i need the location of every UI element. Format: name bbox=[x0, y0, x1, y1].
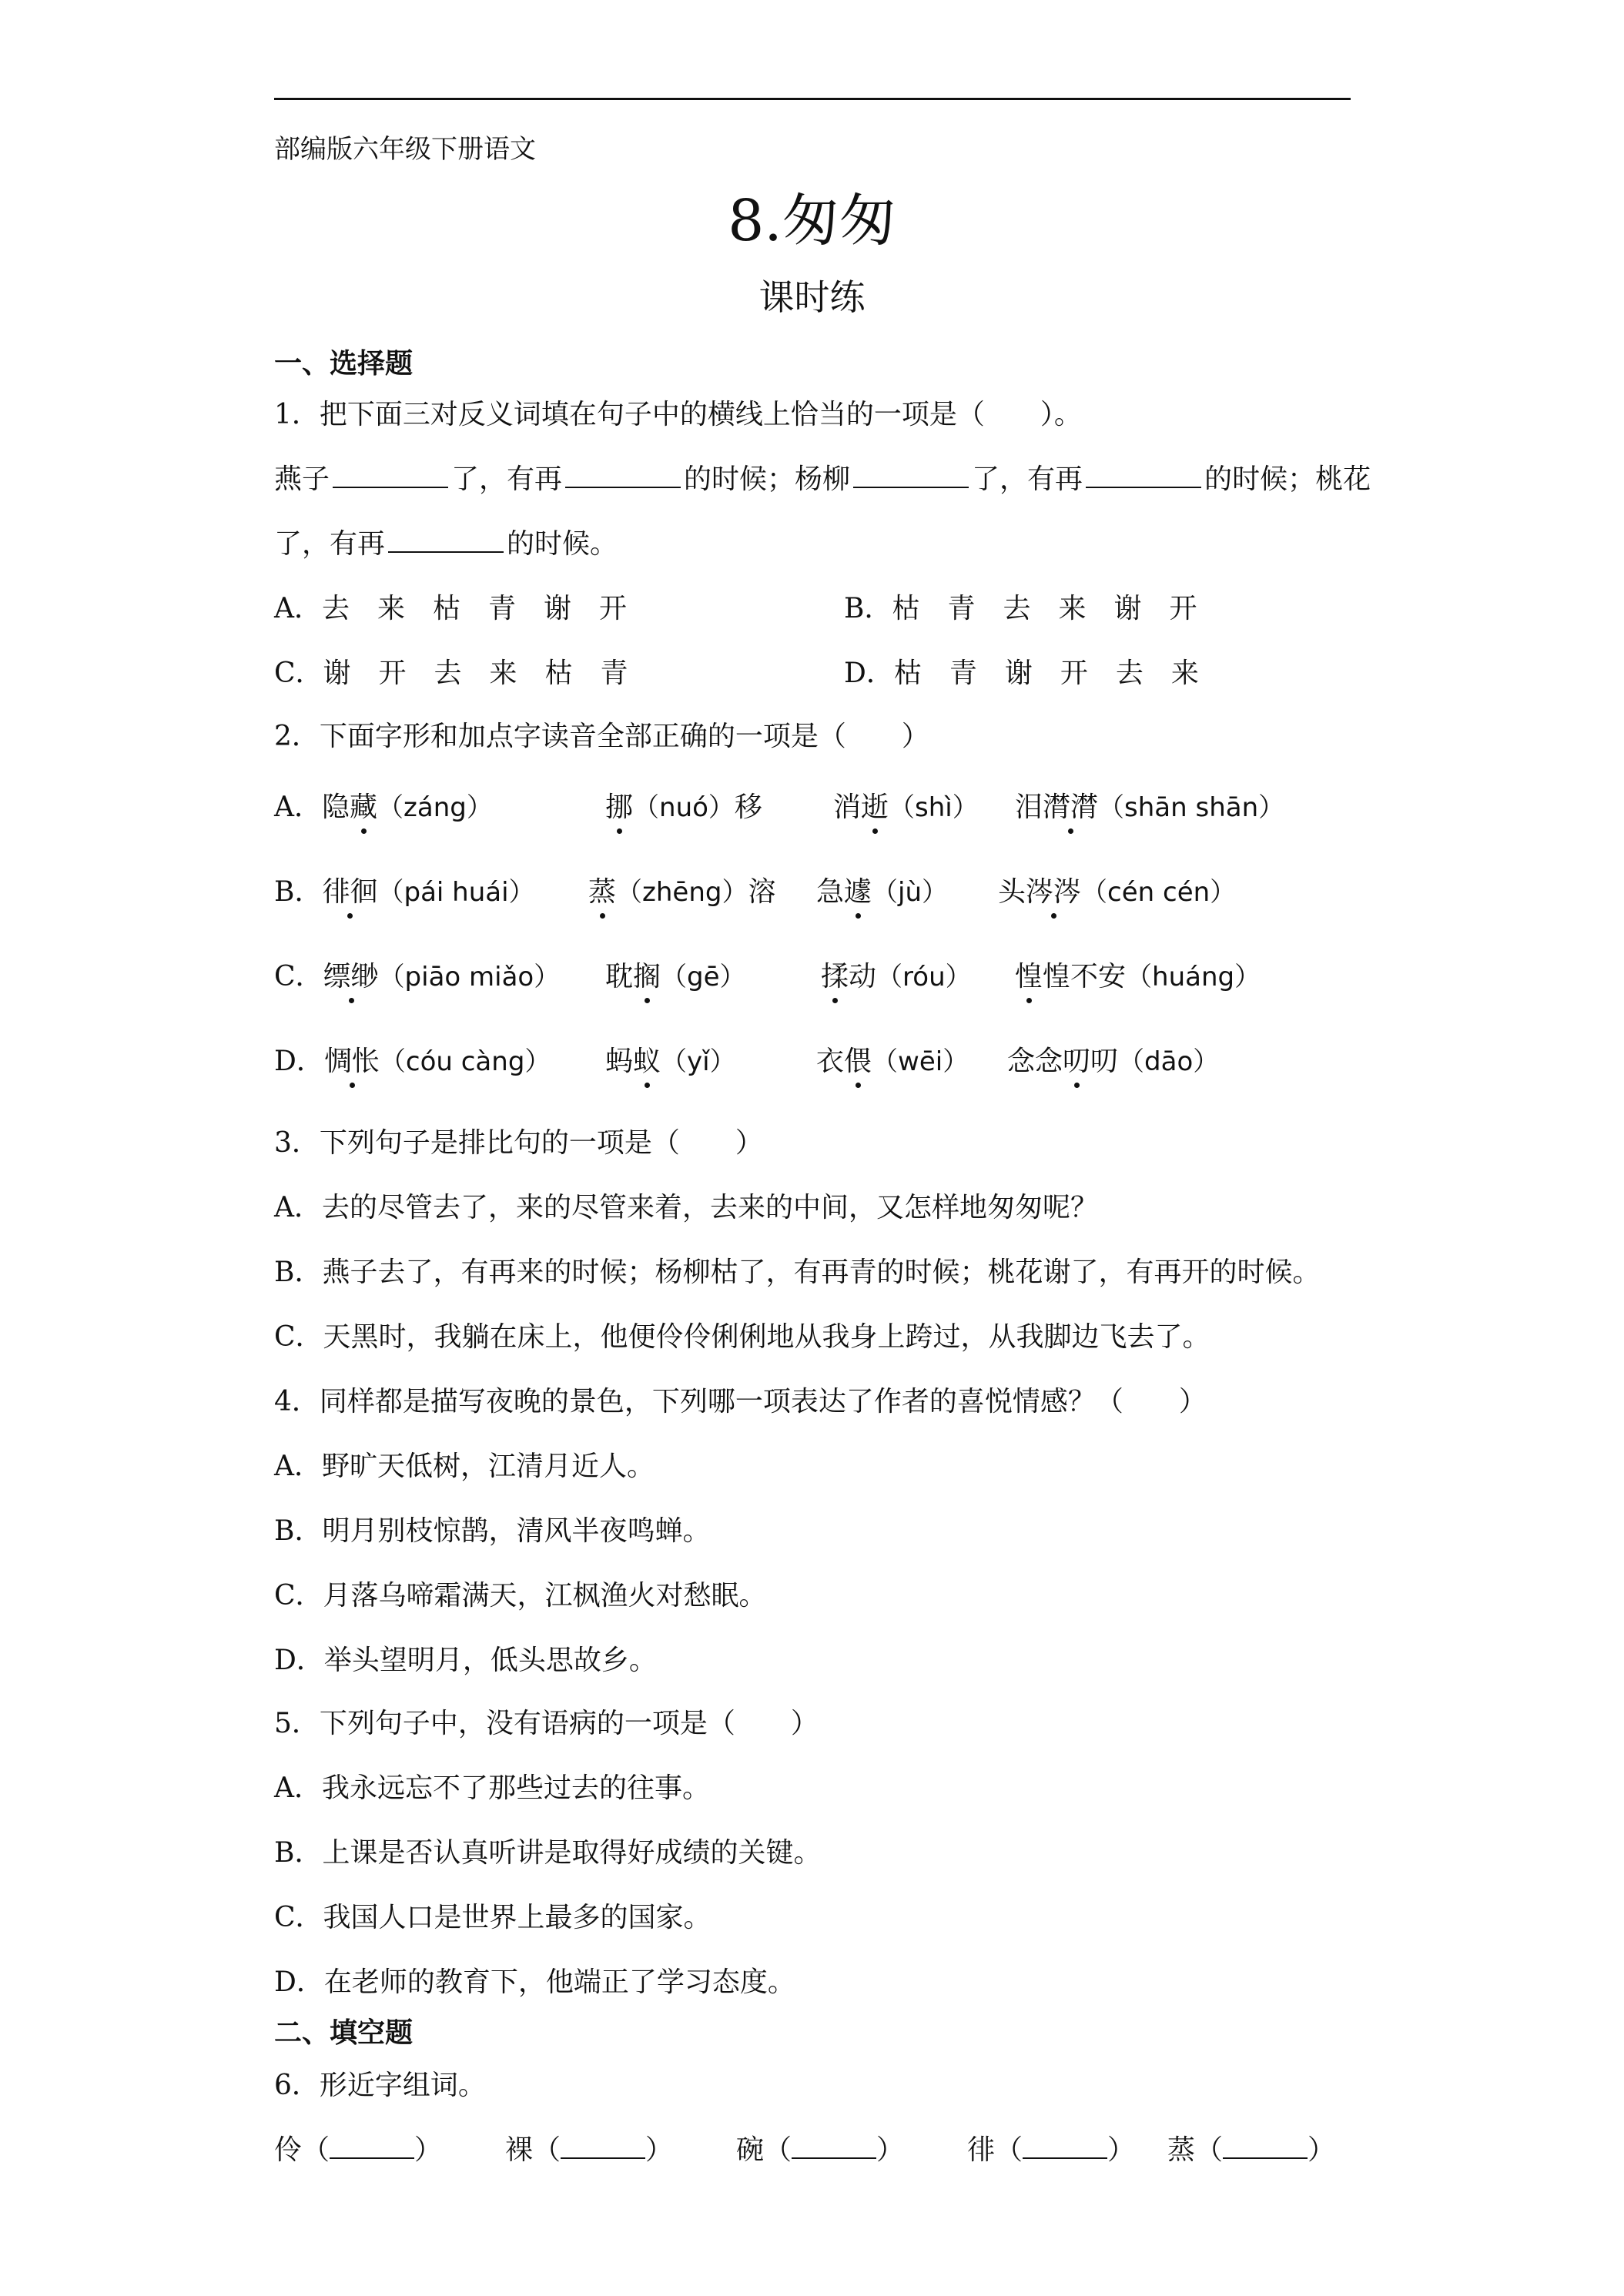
section-fill-title: 二、填空题 bbox=[274, 2017, 414, 2049]
pinyin: （zhēng） bbox=[616, 877, 748, 908]
q6-close-paren: ） bbox=[414, 2134, 443, 2166]
q1-text-4: 了，有再 bbox=[972, 464, 1083, 495]
word-char: 动 bbox=[849, 961, 877, 992]
q4-option-b: B．明月别枝惊鹊，清风半夜鸣蝉。 bbox=[274, 1515, 711, 1547]
dotted-char: 徘徊 bbox=[322, 870, 377, 909]
q2-option-c bbox=[274, 955, 560, 994]
q1-text-2: 了，有再 bbox=[451, 464, 563, 495]
q6-item bbox=[505, 2128, 673, 2167]
q1-blank bbox=[1086, 464, 1201, 488]
q6-close-paren: ） bbox=[645, 2134, 674, 2166]
q6-char: 伶 bbox=[274, 2134, 303, 2166]
q6-item bbox=[274, 2128, 442, 2167]
word-char: 耽 bbox=[605, 961, 634, 992]
q2-option-b-word2 bbox=[588, 870, 775, 909]
q1-option-b: B．枯 青 去 来 谢 开 bbox=[844, 593, 1197, 624]
q2-option-c-word2 bbox=[605, 955, 746, 994]
dotted-char: 叨 bbox=[1063, 1039, 1090, 1079]
word-char: 念念 bbox=[1007, 1046, 1063, 1077]
q1-blank bbox=[388, 528, 504, 553]
q2-option-a bbox=[274, 785, 493, 825]
q1-option-d: D．枯 青 谢 开 去 来 bbox=[844, 658, 1199, 689]
word-char: 蚂 bbox=[605, 1046, 634, 1077]
q6-open-paren: （ bbox=[1195, 2134, 1224, 2166]
pinyin: （nuó） bbox=[633, 792, 735, 823]
q2-option-d-word2 bbox=[605, 1039, 736, 1079]
q2-option-b-word3 bbox=[816, 870, 948, 909]
q1-text-1: 燕子 bbox=[274, 464, 330, 495]
q3-option-b: B．燕子去了，有再来的时候；杨柳枯了，有再青的时候；桃花谢了，有再开的时候。 bbox=[274, 1257, 1321, 1288]
dotted-char: 偎 bbox=[844, 1039, 872, 1079]
q5-stem: 5．下列句子中，没有语病的一项是（ ） bbox=[274, 1708, 819, 1739]
q6-char: 裸 bbox=[505, 2134, 534, 2166]
q6-answer-blank[interactable] bbox=[1223, 2134, 1308, 2159]
q1-stem: 1．把下面三对反义词填在句子中的横线上恰当的一项是（ ）。 bbox=[274, 399, 1082, 430]
dotted-char: 涔涔 bbox=[1026, 870, 1081, 909]
dotted-char: 蒸 bbox=[588, 870, 616, 909]
pinyin: （dāo） bbox=[1118, 1046, 1220, 1077]
q4-option-c: C．月落乌啼霜满天，江枫渔火对愁眠。 bbox=[274, 1580, 767, 1612]
q2-stem: 2．下面字形和加点字读音全部正确的一项是（ ） bbox=[274, 721, 929, 752]
q3-stem: 3．下列句子是排比句的一项是（ ） bbox=[274, 1127, 763, 1159]
dotted-char: 遽 bbox=[844, 870, 872, 909]
q1-blank bbox=[333, 464, 448, 488]
word-char: 移 bbox=[734, 792, 762, 823]
q6-close-paren: ） bbox=[1107, 2134, 1136, 2166]
header-rule bbox=[274, 98, 1351, 100]
dotted-char: 缥缈 bbox=[323, 955, 379, 994]
pinyin: （wēi） bbox=[872, 1046, 969, 1077]
dotted-char: 挪 bbox=[605, 785, 633, 825]
word-char: 消 bbox=[833, 792, 862, 823]
word-char: 头 bbox=[998, 876, 1026, 908]
q1-text-5: 的时候；桃花 bbox=[1204, 464, 1371, 495]
q6-answer-blank[interactable] bbox=[561, 2134, 645, 2159]
dotted-char: 藏 bbox=[350, 785, 377, 825]
word-char: 叨 bbox=[1090, 1046, 1119, 1077]
pinyin: （yǐ） bbox=[661, 1046, 736, 1077]
option-label: B． bbox=[274, 876, 323, 908]
pinyin: （shān shān） bbox=[1098, 792, 1285, 823]
section-choice-title: 一、选择题 bbox=[274, 347, 414, 380]
q6-item bbox=[736, 2128, 904, 2167]
pinyin: （cóu càng） bbox=[379, 1046, 551, 1077]
q1-option-a: A．去 来 枯 青 谢 开 bbox=[274, 593, 627, 624]
pinyin: （piāo miǎo） bbox=[378, 962, 561, 992]
word-char: 隐 bbox=[322, 792, 350, 823]
dotted-char: 潸潸 bbox=[1043, 785, 1098, 825]
q3-option-c: C．天黑时，我躺在床上，他便伶伶俐俐地从我身上跨过，从我脚边飞去了。 bbox=[274, 1321, 1210, 1353]
q1-blank bbox=[853, 464, 969, 488]
option-label: A． bbox=[274, 792, 322, 823]
q5-option-a: A．我永远忘不了那些过去的往事。 bbox=[274, 1772, 710, 1804]
q1-sentence-line1 bbox=[274, 457, 1371, 497]
dotted-char: 逝 bbox=[861, 785, 889, 825]
q6-char: 碗 bbox=[736, 2134, 765, 2166]
option-label: D． bbox=[274, 1046, 324, 1077]
q6-item bbox=[967, 2128, 1135, 2167]
page-subtitle: 课时练 bbox=[758, 276, 866, 318]
pinyin: （huáng） bbox=[1126, 962, 1261, 992]
dotted-char: 惶 bbox=[1015, 955, 1043, 994]
q1-text-7: 的时候。 bbox=[507, 528, 618, 560]
q1-option-c: C．谢 开 去 来 枯 青 bbox=[274, 658, 628, 689]
q3-option-a: A．去的尽管去了，来的尽管来着，去来的中间，又怎样地匆匆呢？ bbox=[274, 1192, 1098, 1223]
header-text: 部编版六年级下册语文 bbox=[274, 134, 536, 165]
q6-close-paren: ） bbox=[1308, 2134, 1336, 2166]
q5-option-d: D．在老师的教育下，他端正了学习态度。 bbox=[274, 1966, 795, 1998]
page-title: 8.匆匆 bbox=[728, 188, 896, 254]
q5-option-c: C．我国人口是世界上最多的国家。 bbox=[274, 1902, 712, 1933]
pinyin: （róu） bbox=[876, 962, 972, 992]
q1-sentence-line2 bbox=[274, 522, 618, 561]
dotted-char: 惆怅 bbox=[324, 1039, 380, 1079]
word-char: 急 bbox=[816, 876, 845, 908]
q2-option-b bbox=[274, 870, 535, 909]
q2-option-b-word4 bbox=[998, 870, 1236, 909]
q6-item bbox=[1167, 2128, 1335, 2167]
word-char: 溶 bbox=[748, 876, 776, 908]
q6-answer-blank[interactable] bbox=[1023, 2134, 1107, 2159]
pinyin: （jù） bbox=[872, 877, 949, 908]
q2-option-a-word3 bbox=[833, 785, 979, 825]
q4-option-d: D．举头望明月，低头思故乡。 bbox=[274, 1645, 657, 1676]
q2-option-c-word3 bbox=[821, 955, 972, 994]
q2-option-a-word4 bbox=[1015, 785, 1284, 825]
dotted-char: 搁 bbox=[633, 955, 661, 994]
q5-option-b: B．上课是否认真听讲是取得好成绩的关键。 bbox=[274, 1837, 822, 1869]
q6-char: 蒸 bbox=[1167, 2134, 1196, 2166]
q2-option-d-word3 bbox=[816, 1039, 969, 1079]
pinyin: （cén cén） bbox=[1081, 877, 1237, 908]
dotted-char: 蚁 bbox=[633, 1039, 661, 1079]
q6-answer-blank[interactable] bbox=[330, 2134, 414, 2159]
q6-open-paren: （ bbox=[764, 2134, 792, 2166]
pinyin: （záng） bbox=[377, 792, 493, 823]
q2-option-a-word2 bbox=[605, 785, 762, 825]
pinyin: （pái huái） bbox=[377, 877, 535, 908]
word-char: 泪 bbox=[1015, 792, 1043, 823]
dotted-char: 揉 bbox=[821, 955, 849, 994]
q4-stem: 4．同样都是描写夜晚的景色，下列哪一项表达了作者的喜悦情感？（ ） bbox=[274, 1386, 1207, 1417]
q6-open-paren: （ bbox=[995, 2134, 1023, 2166]
word-char: 衣 bbox=[816, 1046, 845, 1077]
q4-option-a: A．野旷天低树，江清月近人。 bbox=[274, 1451, 655, 1482]
q1-text-6: 了，有再 bbox=[274, 528, 386, 560]
word-char: 惶不安 bbox=[1043, 961, 1127, 992]
option-label: C． bbox=[274, 961, 323, 992]
q6-char: 徘 bbox=[967, 2134, 996, 2166]
q6-open-paren: （ bbox=[302, 2134, 330, 2166]
q6-stem: 6．形近字组词。 bbox=[274, 2070, 486, 2101]
q1-text-3: 的时候；杨柳 bbox=[684, 464, 851, 495]
pinyin: （gē） bbox=[661, 962, 746, 992]
q2-option-d-word4 bbox=[1007, 1039, 1219, 1079]
q1-blank bbox=[565, 464, 681, 488]
pinyin: （shì） bbox=[889, 792, 979, 823]
q2-option-d bbox=[274, 1039, 551, 1079]
q6-close-paren: ） bbox=[876, 2134, 905, 2166]
q6-answer-blank[interactable] bbox=[792, 2134, 876, 2159]
q2-option-c-word4 bbox=[1015, 955, 1261, 994]
q6-open-paren: （ bbox=[533, 2134, 561, 2166]
